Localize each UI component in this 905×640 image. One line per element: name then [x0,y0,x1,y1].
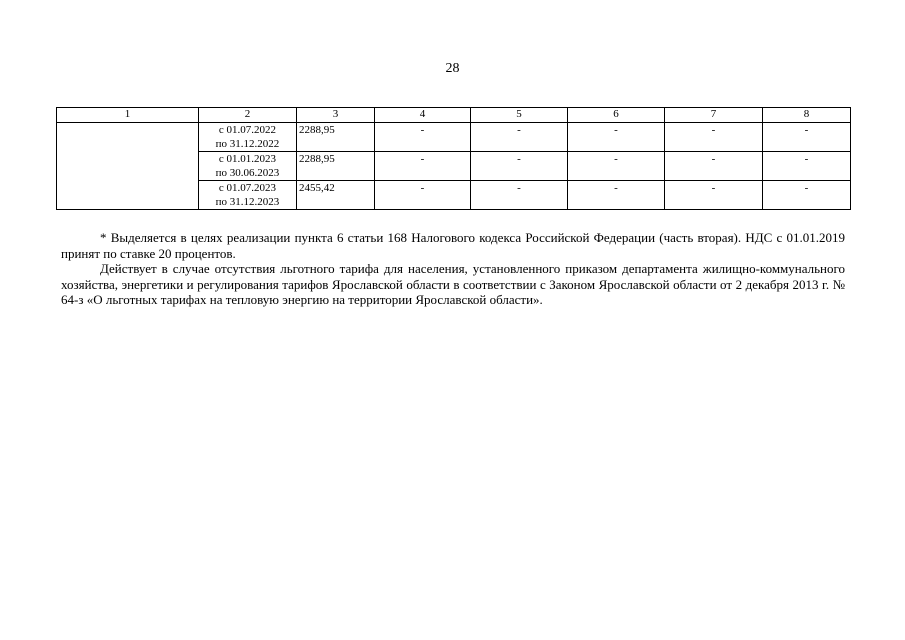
period-to: по 30.06.2023 [215,167,280,179]
period-to: по 31.12.2022 [215,138,280,150]
cell-col7: - [665,181,763,210]
tariff-value: 2288,95 [297,152,375,181]
column-header-3: 3 [297,108,375,123]
cell-col8: - [763,123,851,152]
column-header-2: 2 [199,108,297,123]
column-header-1: 1 [57,108,199,123]
period-from: с 01.07.2023 [218,182,277,194]
tariff-value: 2288,95 [297,123,375,152]
cell-col5: - [471,123,568,152]
cell-col7: - [665,152,763,181]
applicability-note: Действует в случае отсутствия льготного тарифа для населения, установленного приказом департамента жилищно-коммунального хозяйства, энергетики и регулирования тарифов Ярославской области в соответствии с Законом Ярославской области от 2 декабря 2013 г. № 64-з «О льготных тарифах на тепловую энергию на территории Ярославской области». [61,261,845,307]
period-cell [199,123,297,152]
period-from: с 01.07.2022 [218,124,277,136]
cell-col6: - [568,152,665,181]
cell-col4: - [375,152,471,181]
vat-footnote: * Выделяется в целях реализации пункта 6 статьи 168 Налогового кодекса Российской Федерации (часть вторая). НДС с 01.01.2019 принят по ставке 20 процентов. [61,230,845,261]
table-row [57,123,851,152]
cell-col8: - [763,181,851,210]
column-header-8: 8 [763,108,851,123]
column-header-4: 4 [375,108,471,123]
column-header-7: 7 [665,108,763,123]
tariff-table [56,107,851,210]
cell-col4: - [375,123,471,152]
period-cell [199,181,297,210]
period-from: с 01.01.2023 [218,153,277,165]
cell-col5: - [471,181,568,210]
cell-col6: - [568,181,665,210]
cell-col7: - [665,123,763,152]
page-number: 28 [445,61,460,76]
tariff-value: 2455,42 [297,181,375,210]
cell-col4: - [375,181,471,210]
cell-col5: - [471,152,568,181]
column-header-6: 6 [568,108,665,123]
column-header-5: 5 [471,108,568,123]
period-to: по 31.12.2023 [215,196,280,208]
table-header-row [57,108,851,123]
notes-section [61,230,845,308]
period-cell [199,152,297,181]
cell-col8: - [763,152,851,181]
cell-col6: - [568,123,665,152]
empty-first-column-cell [57,123,199,210]
